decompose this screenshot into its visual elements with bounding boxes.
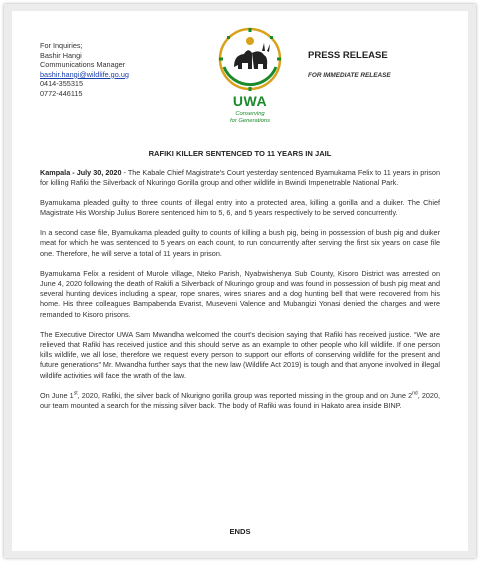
article-body xyxy=(40,168,440,421)
contact-name: Bashir Hangi xyxy=(40,50,82,60)
paragraph-5-text: Mr. Mwandha further says that the new law (Wildlife Act 2019) is tough and that anyone involved in illegal wildlife activities will face the wrath of the law. xyxy=(40,360,440,380)
paragraph-6-text-b: , 2020, Rafiki, the silver back of Nkurigno gorilla group was reported missing in the group and on June 2 xyxy=(77,390,413,400)
uwa-logo xyxy=(218,27,282,137)
contact-phone-2: 0772-446115 xyxy=(40,88,83,98)
headline: RAFIKI KILLER SENTENCED TO 11 YEARS IN JAIL xyxy=(148,149,332,158)
ordinal-suffix-1: st xyxy=(73,390,78,397)
logo-tagline-line-2: for Generations xyxy=(230,118,270,124)
paragraph-1 xyxy=(40,168,440,189)
dateline: Kampala - July 30, 2020 xyxy=(40,168,122,177)
paragraph-5 xyxy=(40,330,440,381)
quote-text: The Executive Director UWA Sam Mwandha welcomed the court's decision saying that Rafiki has received justice. “We are relieved that Rafiki has received justice and this should serve as an example to other people who kill wildlife. If one person kills wildlife, we all lose, therefore we request every person to support our efforts of conserving wildlife for the present and future generations” xyxy=(40,329,440,370)
inquiries-label: For Inquiries; xyxy=(40,41,83,50)
contact-block xyxy=(40,41,129,99)
press-release-page xyxy=(12,11,468,551)
uwa-emblem-icon xyxy=(218,27,282,93)
logo-tagline xyxy=(218,111,282,125)
paragraph-3: In a second case file, Byamukama pleaded guilty to counts of killing a bush pig, being in possession of bush pig and duiker meat for which he was sentenced to 5 years on each count, to run concurrently after serving the first six years on case file one. Therefore, he will serve a total of 11 years in prison. xyxy=(40,228,440,258)
press-release-label: PRESS RELEASE xyxy=(308,50,388,61)
immediate-release-label: FOR IMMEDIATE RELEASE xyxy=(308,72,391,79)
paragraph-6 xyxy=(40,391,440,412)
paragraph-1-text: - The Kabale Chief Magistrate's Court yesterday sentenced Byamukama Felix to 11 years in prison for killing Rafiki the Silverback of Nkuringo Gorilla group and other wildlife in Bwindi Impenetrable National Park. xyxy=(40,168,440,188)
paragraph-6-text-a: On June 1 xyxy=(40,390,74,400)
paragraph-2: Byamukama pleaded guilty to three counts of illegal entry into a protected area, killing a gorilla and a duiker. The Chief Magistrate His Worship Julius Borere sentenced him to 5, 6, and 5 years respectively to be served concurrently. xyxy=(40,198,440,218)
contact-title: Communications Manager xyxy=(40,60,126,70)
paragraph-6-text-c: , 2020, our team mounted a search for the missing silver back. The body of Rafiki was found in Hakato area inside BINP. xyxy=(40,390,441,410)
contact-email-link[interactable]: bashir.hangi@wildlife.go.ug xyxy=(40,69,129,79)
document-frame xyxy=(4,4,476,558)
ordinal-suffix-2: nd xyxy=(412,390,418,397)
contact-phone-1: 0414-355315 xyxy=(40,79,84,89)
logo-wordmark: UWA xyxy=(232,93,268,109)
ends-marker: ENDS xyxy=(229,527,251,536)
paragraph-4: Byamukama Felix a resident of Murole village, Nteko Parish, Nyabwishenya Sub County, Kisoro District was arrested on June 4, 2020 following the death of Rakifi a Silverback of Nkuringo group and was found in possession of bush pig meat and several hunting devices including a spear, rope snares, wires snares and a dog hunting bell that were recovered from his home. His three colleagues Bampabenda Evarist, Museveni Valence and Mubangizi Yonasi denied the charges and were remanded to Kisoro prisons. xyxy=(40,268,440,319)
logo-tagline-line-1: Conserving xyxy=(235,111,265,117)
